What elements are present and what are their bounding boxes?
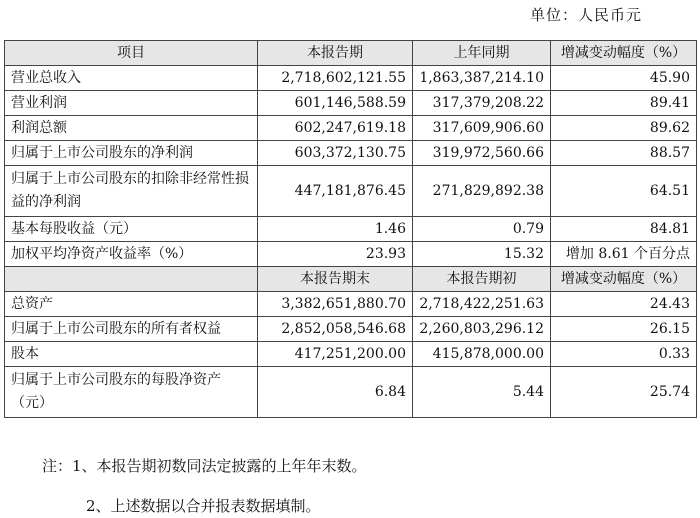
row-prior: 1,863,387,214.10 bbox=[413, 66, 551, 91]
table-row bbox=[5, 342, 697, 367]
header-change: 增减变动幅度（%） bbox=[551, 41, 697, 66]
subheader-period-start: 本报告期初 bbox=[413, 267, 551, 292]
row-prior: 415,878,000.00 bbox=[413, 342, 551, 367]
row-current: 601,146,588.59 bbox=[258, 91, 413, 116]
row-change: 26.15 bbox=[551, 317, 697, 342]
row-item: 归属于上市公司股东的所有者权益 bbox=[5, 317, 258, 342]
row-item: 营业利润 bbox=[5, 91, 258, 116]
row-current: 447,181,876.45 bbox=[258, 166, 413, 217]
row-item: 股本 bbox=[5, 342, 258, 367]
row-prior: 2,718,422,251.63 bbox=[413, 292, 551, 317]
row-change: 88.57 bbox=[551, 141, 697, 166]
row-item: 营业总收入 bbox=[5, 66, 258, 91]
row-item: 利润总额 bbox=[5, 116, 258, 141]
row-change: 增加 8.61 个百分点 bbox=[551, 242, 697, 267]
row-item: 归属于上市公司股东的扣除非经常性损益的净利润 bbox=[5, 166, 258, 217]
row-current: 2,852,058,546.68 bbox=[258, 317, 413, 342]
unit-label: 单位：人民币元 bbox=[529, 6, 642, 24]
row-current: 1.46 bbox=[258, 217, 413, 242]
row-current: 603,372,130.75 bbox=[258, 141, 413, 166]
row-prior: 0.79 bbox=[413, 217, 551, 242]
row-item: 归属于上市公司股东的每股净资产（元） bbox=[5, 367, 258, 418]
row-current: 417,251,200.00 bbox=[258, 342, 413, 367]
row-prior: 317,379,208.22 bbox=[413, 91, 551, 116]
financial-summary-table bbox=[4, 40, 697, 418]
row-prior: 271,829,892.38 bbox=[413, 166, 551, 217]
footnote-1: 注：1、本报告期初数同法定披露的上年年末数。 bbox=[42, 457, 367, 475]
row-prior: 319,972,560.66 bbox=[413, 141, 551, 166]
row-prior: 317,609,906.60 bbox=[413, 116, 551, 141]
table-row bbox=[5, 217, 697, 242]
row-item: 归属于上市公司股东的净利润 bbox=[5, 141, 258, 166]
row-prior: 2,260,803,296.12 bbox=[413, 317, 551, 342]
row-current: 602,247,619.18 bbox=[258, 116, 413, 141]
row-current: 3,382,651,880.70 bbox=[258, 292, 413, 317]
row-change: 89.62 bbox=[551, 116, 697, 141]
row-change: 45.90 bbox=[551, 66, 697, 91]
table-subheader-row bbox=[5, 267, 697, 292]
table-row bbox=[5, 166, 697, 217]
row-item: 基本每股收益（元） bbox=[5, 217, 258, 242]
table-header-row bbox=[5, 41, 697, 66]
table-row bbox=[5, 367, 697, 418]
footnote-2: 2、上述数据以合并报表数据填制。 bbox=[86, 497, 321, 515]
row-prior: 5.44 bbox=[413, 367, 551, 418]
row-item: 总资产 bbox=[5, 292, 258, 317]
header-current-period: 本报告期 bbox=[258, 41, 413, 66]
header-item: 项目 bbox=[5, 41, 258, 66]
table-row bbox=[5, 91, 697, 116]
row-change: 89.41 bbox=[551, 91, 697, 116]
table-row bbox=[5, 317, 697, 342]
row-change: 25.74 bbox=[551, 367, 697, 418]
table-row bbox=[5, 116, 697, 141]
row-change: 84.81 bbox=[551, 217, 697, 242]
row-change: 0.33 bbox=[551, 342, 697, 367]
row-current: 2,718,602,121.55 bbox=[258, 66, 413, 91]
table-row bbox=[5, 141, 697, 166]
row-change: 24.43 bbox=[551, 292, 697, 317]
header-prior-period: 上年同期 bbox=[413, 41, 551, 66]
subheader-item bbox=[5, 267, 258, 292]
row-prior: 15.32 bbox=[413, 242, 551, 267]
table-row bbox=[5, 66, 697, 91]
row-current: 6.84 bbox=[258, 367, 413, 418]
table-row bbox=[5, 242, 697, 267]
subheader-period-end: 本报告期末 bbox=[258, 267, 413, 292]
row-current: 23.93 bbox=[258, 242, 413, 267]
row-item: 加权平均净资产收益率（%） bbox=[5, 242, 258, 267]
row-change: 64.51 bbox=[551, 166, 697, 217]
table-row bbox=[5, 292, 697, 317]
subheader-change: 增减变动幅度（%） bbox=[551, 267, 697, 292]
